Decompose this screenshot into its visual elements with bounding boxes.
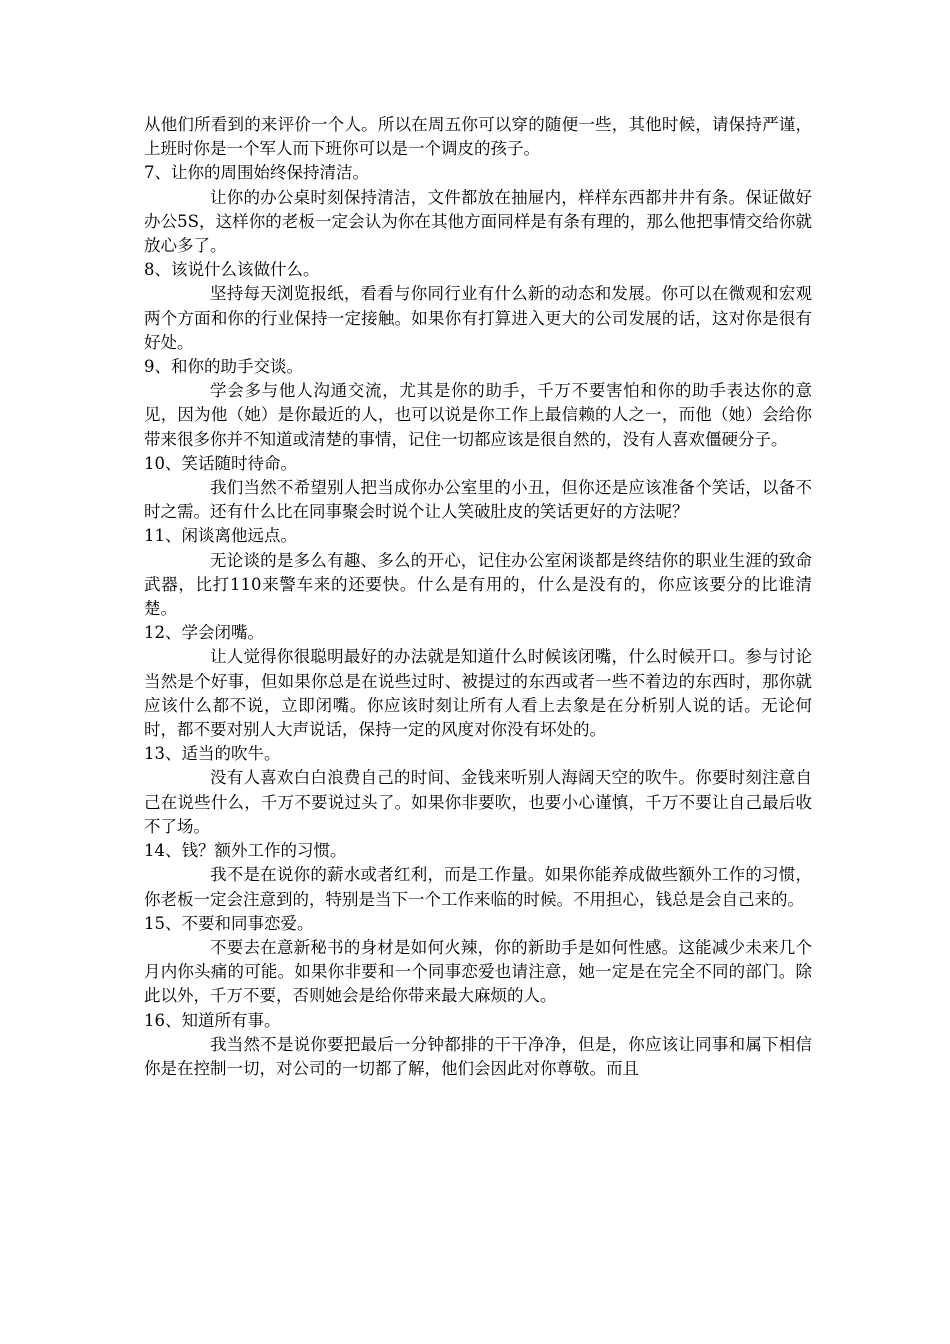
section-heading-11: 11、闲谈离他远点。 bbox=[144, 526, 297, 546]
section-body-10: 我们当然不希望别人把当成你办公室里的小丑，但你还是应该准备个笑话，以备不时之需。还有什么比在同事聚会时说个让人笑破肚皮的笑话更好的方法呢？ bbox=[144, 478, 812, 522]
section-heading-15: 15、不要和同事恋爱。 bbox=[144, 913, 314, 933]
section-heading-7: 7、让你的周围始终保持清洁。 bbox=[144, 163, 369, 183]
section-body-12: 让人觉得你很聪明最好的办法就是知道什么时候该闭嘴，什么时候开口。参与讨论当然是个好事，但如果你总是在说些过时、被提过的东西或者一些不着边的东西时，那你就应该什么都不说，立即闭嘴。你应该时刻让所有人看上去象是在分析别人说的话。无论何时，都不要对别人大声说话，保持一定的风度对你没有坏处的。 bbox=[144, 647, 812, 740]
section-body-7: 让你的办公桌时刻保持清洁，文件都放在抽屉内，样样东西都井井有条。保证做好办公5S，这样你的老板一定会认为你在其他方面同样是有条有理的，那么他把事情交给你就放心多了。 bbox=[144, 187, 812, 256]
section-body-8: 坚持每天浏览报纸，看看与你同行业有什么新的动态和发展。你可以在微观和宏观两个方面和你的行业保持一定接触。如果你有打算进入更大的公司发展的话，这对你是很有好处。 bbox=[144, 284, 812, 352]
section-heading-16: 16、知道所有事。 bbox=[144, 1010, 281, 1030]
section-body-11: 无论谈的是多么有趣、多么的开心，记住办公室闲谈都是终结你的职业生涯的致命武器，比打110来警车来的还要快。什么是有用的，什么是没有的，你应该要分的比谁清楚。 bbox=[144, 550, 812, 619]
section-heading-12: 12、学会闭嘴。 bbox=[144, 623, 264, 643]
section-body-16: 我当然不是说你要把最后一分钟都排的干干净净，但是，你应该让同事和属下相信你是在控制一切，对公司的一切都了解，他们会因此对你尊敬。而且 bbox=[144, 1034, 812, 1078]
section-heading-9: 9、和你的助手交谈。 bbox=[144, 357, 303, 377]
section-body-9: 学会多与他人沟通交流，尤其是你的助手，千万不要害怕和你的助手表达你的意见，因为他（她）是你最近的人，也可以说是你工作上最信赖的人之一，而他（她）会给你带来很多你并不知道或清楚的事情，记住一切都应该是很自然的，没有人喜欢僵硬分子。 bbox=[144, 381, 812, 449]
section-body-15: 不要去在意新秘书的身材是如何火辣，你的新助手是如何性感。这能减少未来几个月内你头痛的可能。如果你非要和一个同事恋爱也请注意，她一定是在完全不同的部门。除此以外，千万不要，否则她会是给你带来最大麻烦的人。 bbox=[144, 937, 812, 1006]
section-body-14: 我不是在说你的薪水或者红利，而是工作量。如果你能养成做些额外工作的习惯，你老板一定会注意到的，特别是当下一个工作来临的时候。不用担心，钱总是会自己来的。 bbox=[144, 865, 812, 909]
section-heading-13: 13、适当的吹牛。 bbox=[144, 744, 281, 764]
section-heading-8: 8、该说什么该做什么。 bbox=[144, 260, 320, 280]
section-heading-14: 14、钱？额外工作的习惯。 bbox=[144, 841, 347, 861]
section-body-13: 没有人喜欢白白浪费自己的时间、金钱来听别人海阔天空的吹牛。你要时刻注意自己在说些什么，千万不要说过头了。如果你非要吹，也要小心谨慎，千万不要让自己最后收不了场。 bbox=[144, 768, 812, 836]
section-heading-10: 10、笑话随时待命。 bbox=[144, 453, 297, 473]
lead-paragraph: 从他们所看到的来评价一个人。所以在周五你可以穿的随便一些，其他时候，请保持严谨，上班时你是一个军人而下班你可以是一个调皮的孩子。 bbox=[144, 115, 812, 159]
document-body bbox=[144, 113, 812, 1081]
